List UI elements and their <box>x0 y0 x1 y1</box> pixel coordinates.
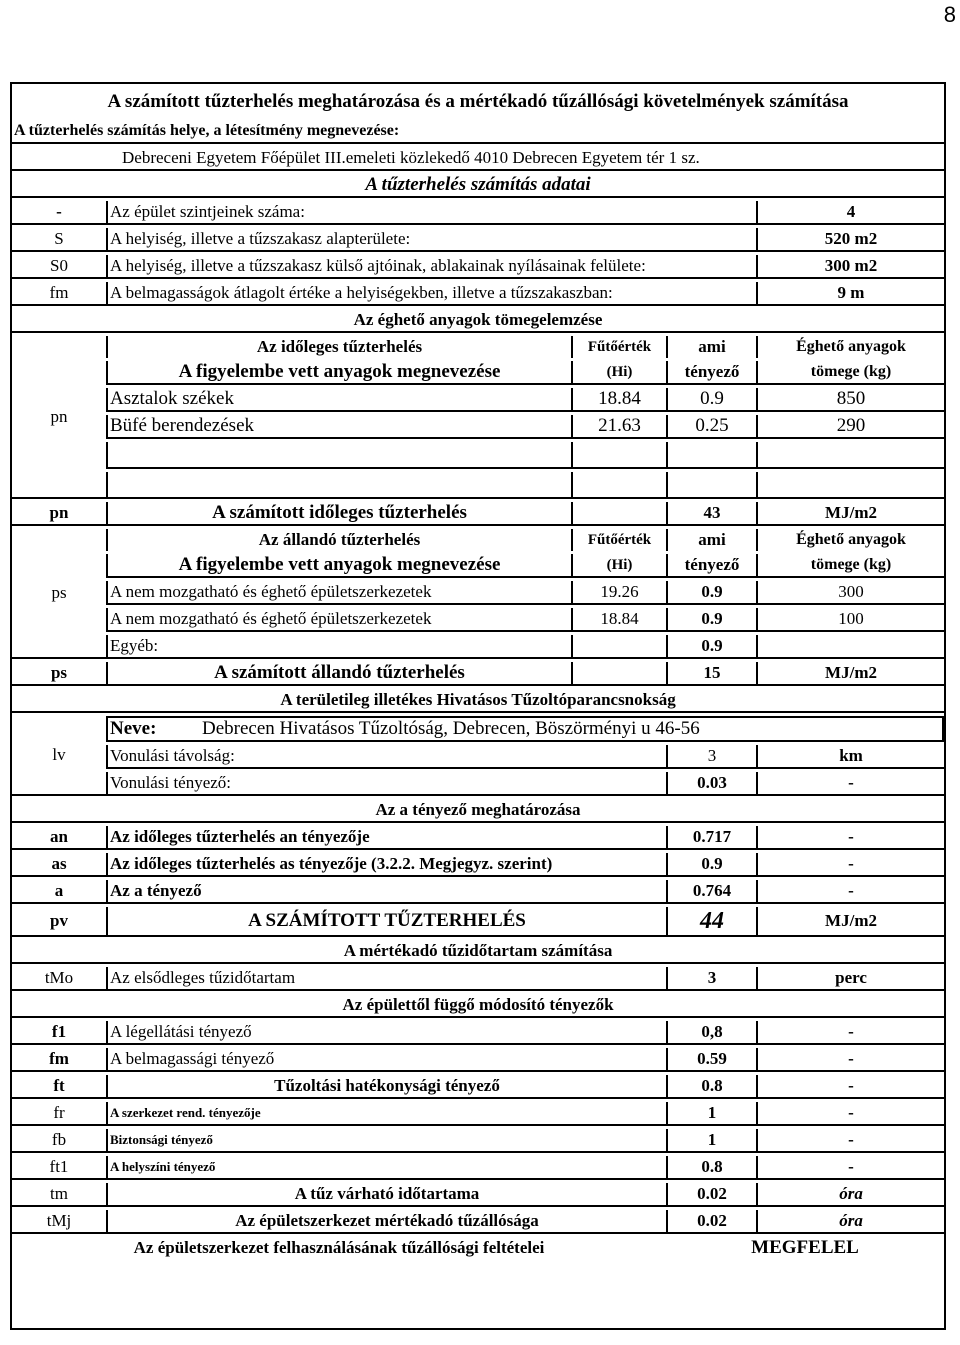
pv-unit: MJ/m2 <box>756 907 944 937</box>
row-symbol: an <box>12 826 106 850</box>
table-row <box>12 745 944 769</box>
heat-col-header: Fűtőérték <box>571 336 666 358</box>
factor-value: 0.25 <box>666 415 756 439</box>
perm-result-symbol: ps <box>12 662 106 686</box>
row-label: A szerkezet rend. tényezője <box>106 1102 666 1126</box>
factor-col-header: ami <box>666 336 756 358</box>
row-unit: óra <box>756 1183 944 1207</box>
material-name: Egyéb: <box>106 635 571 659</box>
material-name: Asztalok székek <box>106 388 571 412</box>
table-row <box>12 1210 944 1234</box>
row-unit: - <box>756 1075 944 1099</box>
factor-col-unit: tényező <box>666 554 756 578</box>
row-label: A helyiség, illetve a tűzszakasz külső ajtóinak, ablakainak nyílásainak felülete: <box>106 255 756 279</box>
factor-value: 0.9 <box>666 581 756 605</box>
basic-row <box>12 201 944 225</box>
mass-value <box>756 635 944 659</box>
row-label: Tűzoltási hatékonysági tényező <box>106 1075 666 1099</box>
row-unit: - <box>756 1021 944 1045</box>
row-value: 300 m2 <box>756 255 944 279</box>
row-label: Az időleges tűzterhelés as tényezője (3.2.2. Megjegyz. szerint) <box>106 853 666 877</box>
temp-result-value: 43 <box>666 502 756 526</box>
dist-value: 3 <box>666 745 756 769</box>
table-row <box>12 1048 944 1072</box>
row-value: 520 m2 <box>756 228 944 252</box>
heat-col-unit: (Hi) <box>571 361 666 385</box>
row-symbol: fb <box>12 1129 106 1153</box>
temp-result-label: A számított időleges tűzterhelés <box>106 502 571 526</box>
row-symbol: tMj <box>12 1210 106 1234</box>
factor-value: 0.9 <box>666 608 756 632</box>
temp-title: Az időleges tűzterhelés <box>106 336 571 358</box>
footer-row <box>12 1237 944 1259</box>
temp-result-symbol: pn <box>12 502 106 526</box>
table-row <box>12 880 944 904</box>
row-unit: - <box>756 1129 944 1153</box>
row-value: 0,8 <box>666 1021 756 1045</box>
row-value: 0.8 <box>666 1156 756 1180</box>
basic-row <box>12 255 944 279</box>
table-row <box>12 826 944 850</box>
perm-result-value: 15 <box>666 662 756 686</box>
row-value: 1 <box>666 1102 756 1126</box>
duration-header: A mértékadó tűzidőtartam számítása <box>12 940 944 964</box>
row-value: 4 <box>756 201 944 225</box>
temp-result-unit: MJ/m2 <box>756 502 944 526</box>
mass-col-unit: tömege (kg) <box>756 361 944 385</box>
table-row <box>12 1183 944 1207</box>
fire-load-table <box>12 84 944 1262</box>
factor-unit: - <box>756 772 944 796</box>
material-name: Büfé berendezések <box>106 415 571 439</box>
mass-col-unit: tömege (kg) <box>756 554 944 578</box>
table-row <box>12 967 944 991</box>
fire-name-label: Neve: <box>110 718 157 739</box>
row-label: Az épületszerkezet mértékadó tűzállósága <box>106 1210 666 1234</box>
footer-value: MEGFELEL <box>751 1237 859 1258</box>
row-unit: - <box>756 880 944 904</box>
pv-row <box>12 907 944 937</box>
factor-value: 0.03 <box>666 772 756 796</box>
row-unit: - <box>756 853 944 877</box>
perm-title: Az állandó tűzterhelés <box>106 529 571 551</box>
row-symbol: S0 <box>12 255 106 279</box>
row-symbol: fm <box>12 282 106 306</box>
table-row <box>12 415 944 439</box>
fire-load-sheet <box>10 82 946 1330</box>
row-value: 9 m <box>756 282 944 306</box>
factor-value: 0.9 <box>666 388 756 412</box>
mass-col-header: Éghető anyagok <box>756 529 944 551</box>
table-row <box>12 1075 944 1099</box>
heat-value <box>571 635 666 659</box>
heat-col-header: Fűtőérték <box>571 529 666 551</box>
pv-value: 44 <box>666 907 756 937</box>
row-label: A légellátási tényező <box>106 1021 666 1045</box>
row-symbol: tm <box>12 1183 106 1207</box>
row-value: 0.59 <box>666 1048 756 1072</box>
fire-name-row <box>106 716 944 742</box>
mass-header: Az éghető anyagok tömegelemzése <box>12 309 944 333</box>
a-factor-header: Az a tényező meghatározása <box>12 799 944 823</box>
row-label: A helyiség, illetve a tűzszakasz alapterülete: <box>106 228 756 252</box>
row-unit: - <box>756 1102 944 1126</box>
table-row <box>12 853 944 877</box>
row-label: A belmagasságok átlagolt értéke a helyiségekben, illetve a tűzszakaszban: <box>106 282 756 306</box>
row-unit: - <box>756 1048 944 1072</box>
row-unit: - <box>756 1156 944 1180</box>
table-row <box>12 1156 944 1180</box>
table-row <box>12 388 944 412</box>
heat-value: 18.84 <box>571 608 666 632</box>
heat-value: 18.84 <box>571 388 666 412</box>
row-value: 0.764 <box>666 880 756 904</box>
row-symbol: S <box>12 228 106 252</box>
name-col-header: A figyelembe vett anyagok megnevezése <box>106 361 571 385</box>
row-value: 0.8 <box>666 1075 756 1099</box>
row-label: Az a tényező <box>106 880 666 904</box>
page-title: A számított tűzterhelés meghatározása és a mértékadó tűzállósági követelmények számítása <box>107 91 849 112</box>
row-unit: perc <box>756 967 944 991</box>
location-value: Debreceni Egyetem Főépület III.emeleti közlekedő 4010 Debrecen Egyetem tér 1 sz. <box>12 147 944 171</box>
fire-symbol: lv <box>12 716 106 796</box>
row-unit: - <box>756 826 944 850</box>
name-col-header: A figyelembe vett anyagok megnevezése <box>106 554 571 578</box>
table-row <box>12 1021 944 1045</box>
factor-col-unit: tényező <box>666 361 756 385</box>
row-symbol: - <box>12 201 106 225</box>
location-label: A tűzterhelés számítás helye, a létesítmény megnevezése: <box>12 120 944 144</box>
row-label: Az elsődleges tűzidőtartam <box>106 967 666 991</box>
row-value: 3 <box>666 967 756 991</box>
heat-col-unit: (Hi) <box>571 554 666 578</box>
row-value: 1 <box>666 1129 756 1153</box>
page-number: 8 <box>943 2 956 27</box>
row-symbol: ft1 <box>12 1156 106 1180</box>
mass-value: 850 <box>756 388 944 412</box>
mass-value: 300 <box>756 581 944 605</box>
row-symbol: fr <box>12 1102 106 1126</box>
row-label: Az időleges tűzterhelés an tényezője <box>106 826 666 850</box>
heat-value: 21.63 <box>571 415 666 439</box>
table-row <box>12 1129 944 1153</box>
row-symbol: tMo <box>12 967 106 991</box>
row-label: A tűz várható időtartama <box>106 1183 666 1207</box>
row-label: Az épület szintjeinek száma: <box>106 201 756 225</box>
row-unit: óra <box>756 1210 944 1234</box>
factor-value: 0.9 <box>666 635 756 659</box>
basic-row <box>12 282 944 306</box>
material-name: A nem mozgatható és éghető épületszerkezetek <box>106 608 571 632</box>
pv-label: A SZÁMÍTOTT TŰZTERHELÉS <box>106 907 666 937</box>
row-symbol: f1 <box>12 1021 106 1045</box>
temp-symbol: pn <box>12 336 106 499</box>
table-row <box>12 772 944 796</box>
data-header: A tűzterhelés számítás adatai <box>12 174 944 198</box>
row-value: 0.02 <box>666 1183 756 1207</box>
factor-label: Vonulási tényező: <box>106 772 666 796</box>
perm-result-label: A számított állandó tűzterhelés <box>106 662 571 686</box>
material-name: A nem mozgatható és éghető épületszerkezetek <box>106 581 571 605</box>
pv-symbol: pv <box>12 907 106 937</box>
table-row <box>12 1102 944 1126</box>
dist-label: Vonulási távolság: <box>106 745 666 769</box>
mass-col-header: Éghető anyagok <box>756 336 944 358</box>
row-symbol: a <box>12 880 106 904</box>
mass-value: 290 <box>756 415 944 439</box>
row-label: Biztonsági tényező <box>106 1129 666 1153</box>
basic-row <box>12 228 944 252</box>
footer-label: Az épületszerkezet felhasználásának tűzállósági feltételei <box>133 1238 545 1257</box>
fire-header: A területileg illetékes Hivatásos Tűzoltóparancsnokság <box>12 689 944 713</box>
row-value: 0.02 <box>666 1210 756 1234</box>
row-symbol: ft <box>12 1075 106 1099</box>
fire-name-value: Debrecen Hivatásos Tűzoltóság, Debrecen, Böszörményi u 46-56 <box>202 718 700 739</box>
row-symbol: as <box>12 853 106 877</box>
table-row <box>12 581 944 605</box>
heat-value: 19.26 <box>571 581 666 605</box>
mass-value: 100 <box>756 608 944 632</box>
perm-symbol: ps <box>12 529 106 659</box>
perm-result-unit: MJ/m2 <box>756 662 944 686</box>
table-row <box>12 608 944 632</box>
dist-unit: km <box>756 745 944 769</box>
row-symbol: fm <box>12 1048 106 1072</box>
row-value: 0.9 <box>666 853 756 877</box>
row-label: A belmagassági tényező <box>106 1048 666 1072</box>
table-row <box>12 635 944 659</box>
factor-col-header: ami <box>666 529 756 551</box>
row-value: 0.717 <box>666 826 756 850</box>
row-label: A helyszíni tényező <box>106 1156 666 1180</box>
mods-header: Az épülettől függő módosító tényezők <box>12 994 944 1018</box>
